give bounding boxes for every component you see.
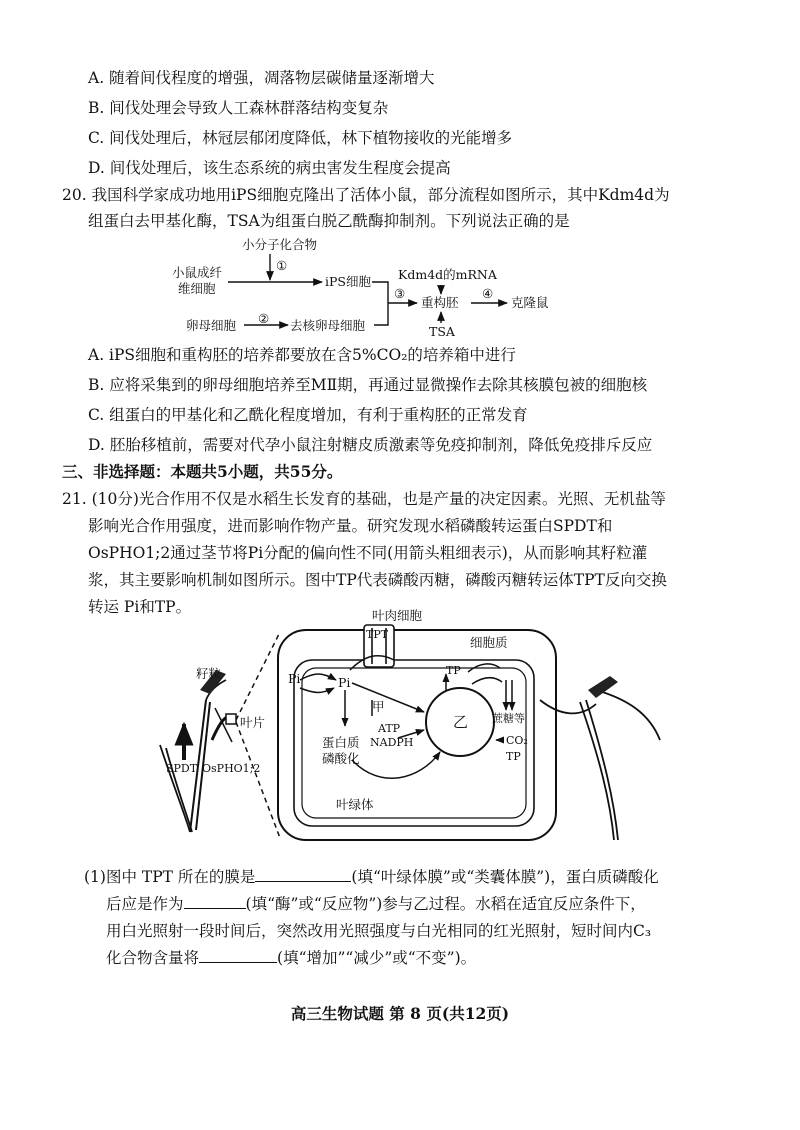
- q20-option-c: C. 组蛋白的甲基化和乙酰化程度增加，有利于重构胚的正常发育: [88, 406, 528, 424]
- mrna-label: Kdm4d的mRNA: [398, 267, 497, 282]
- step-1-label: ①: [276, 258, 288, 273]
- oocyte-label: 卵母细胞: [186, 318, 237, 333]
- step-3-label: ③: [394, 286, 406, 301]
- q20-stem-line2: 组蛋白去甲基化酶，TSA为组蛋白脱乙酰酶抑制剂。下列说法正确的是: [88, 212, 570, 230]
- cloned-mouse-label: 克隆鼠: [511, 295, 549, 310]
- q21-stem-line2: 影响光合作用强度，进而影响作物产量。研究发现水稻磷酸转运蛋白SPDT和: [88, 517, 613, 535]
- q20-option-a: A. iPS细胞和重构胚的培养都要放在含5%CO₂的培养箱中进行: [88, 346, 516, 364]
- q19-option-d: D. 间伐处理后，该生态系统的病虫害发生程度会提高: [88, 159, 451, 177]
- small-molecule-label: 小分子化合物: [242, 237, 318, 252]
- step-2-label: ②: [258, 311, 270, 326]
- q20-option-d: D. 胚胎移植前，需要对代孕小鼠注射糖皮质激素等免疫抑制剂，降低免疫排斥反应: [88, 436, 653, 454]
- fibroblast-label-1: 小鼠成纤: [172, 265, 223, 280]
- leaf-label: 叶片: [240, 715, 266, 730]
- q19-option-a: A. 随着间伐程度的增强，凋落物层碳储量逐渐增大: [88, 69, 435, 87]
- q21-sub1-line3: 用白光照射一段时间后，突然改用光照强度与白光相同的红光照射，短时间内C₃: [106, 922, 652, 940]
- q19-option-c: C. 间伐处理后，林冠层郁闭度降低，林下植物接收的光能增多: [88, 129, 513, 147]
- sub1-text-c: 后应是作为: [106, 895, 184, 913]
- q21-stem-line4: 浆，其主要影响机制如图所示。图中TP代表磷酸丙糖，磷酸丙糖转运体TPT反向交换: [88, 571, 667, 589]
- ospho-label: OsPHO1;2: [202, 762, 261, 775]
- atp-label: ATP: [378, 722, 401, 735]
- fibroblast-label-2: 维细胞: [178, 281, 216, 296]
- sub1-text-g: (填“增加”“减少”或“不变”)。: [277, 949, 477, 967]
- tp-right-label: TP: [506, 750, 521, 763]
- tp-top-label: TP: [446, 664, 461, 677]
- q20-option-b: B. 应将采集到的卵母细胞培养至MⅡ期，再通过显微操作去除其核膜包被的细胞核: [88, 376, 648, 394]
- sub1-text-d: (填“酶”或“反应物”)参与乙过程。水稻在适宜反应条件下，: [245, 895, 646, 913]
- protein-label-2: 磷酸化: [322, 751, 360, 766]
- chloroplast-label: 叶绿体: [336, 797, 374, 812]
- q21-sub1-line1: [84, 866, 659, 888]
- step-4-label: ④: [482, 286, 494, 301]
- q21-stem-line1: 21. (10分)光合作用不仅是水稻生长发育的基础，也是产量的决定因素。光照、无机盐等: [62, 490, 666, 508]
- tpt-label: TPT: [366, 628, 389, 641]
- protein-label-1: 蛋白质: [322, 735, 360, 750]
- sub1-text-b: (填“叶绿体膜”或“类囊体膜”)，蛋白质磷酸化: [351, 868, 659, 886]
- pi-left-label: Pi: [288, 671, 301, 686]
- pi-inner-label: Pi: [338, 675, 351, 690]
- sucrose-label: 蔗糖等: [492, 712, 525, 725]
- mesophyll-cell-label: 叶肉细胞: [372, 608, 423, 623]
- enucleated-oocyte-label: 去核卵母细胞: [290, 318, 366, 333]
- section-heading: 三、非选择题：本题共5小题，共55分。: [62, 462, 343, 481]
- yi-process-label: 乙: [453, 713, 469, 731]
- grain-label: 籽粒: [196, 666, 222, 681]
- answer-blank-c3[interactable]: [199, 948, 277, 963]
- q21-sub1-line4: [106, 947, 476, 969]
- q20-stem-line1: 20. 我国科学家成功地用iPS细胞克隆出了活体小鼠，部分流程如图所示，其中Kdm4d为: [62, 186, 670, 204]
- ips-cell-label: iPS细胞: [325, 274, 371, 289]
- answer-blank-membrane[interactable]: [255, 867, 351, 882]
- reconstructed-embryo-label: 重构胚: [421, 295, 459, 310]
- tsa-label: TSA: [429, 324, 455, 339]
- page-footer: 高三生物试题 第 8 页(共12页): [290, 1004, 510, 1023]
- q19-option-b: B. 间伐处理会导致人工森林群落结构变复杂: [88, 99, 389, 117]
- sub1-text-a: (1)图中 TPT 所在的膜是: [84, 868, 256, 886]
- co2-label: CO₂: [506, 734, 528, 747]
- spdt-label: SPDT: [166, 762, 198, 775]
- q21-stem-line5: 转运 Pi和TP。: [88, 598, 192, 616]
- answer-blank-role[interactable]: [184, 894, 246, 909]
- q21-sub1-line2: [106, 893, 646, 915]
- nadph-label: NADPH: [370, 736, 414, 749]
- cytoplasm-label: 细胞质: [470, 635, 508, 650]
- q21-stem-line3: OsPHO1;2通过茎节将Pi分配的偏向性不同(用箭头粗细表示)，从而影响其籽粒灌: [88, 544, 648, 562]
- jia-label: 甲: [372, 699, 385, 714]
- sub1-text-f: 化合物含量将: [106, 949, 200, 967]
